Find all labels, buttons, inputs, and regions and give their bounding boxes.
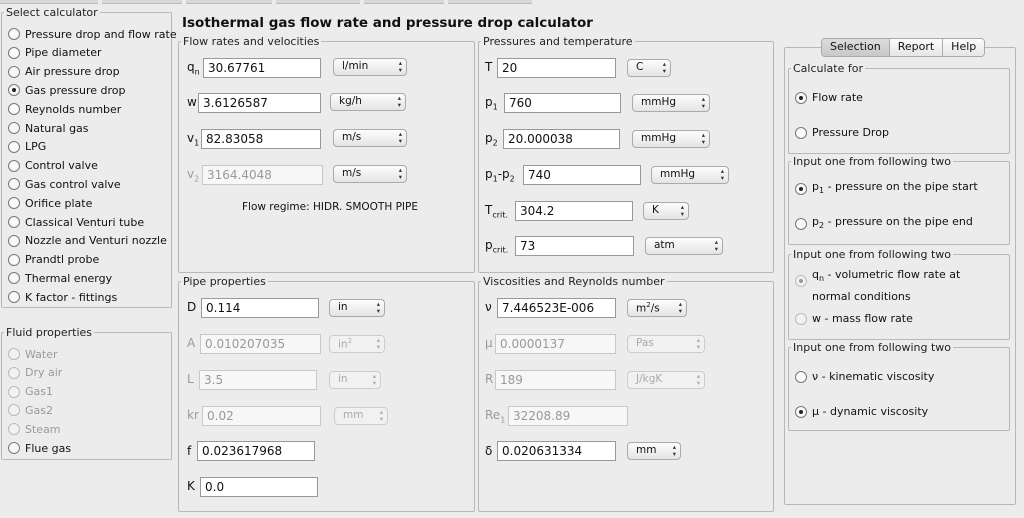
radio-icon bbox=[795, 127, 807, 139]
mu-unit-select: Pas ▴ ▾ bbox=[627, 335, 705, 353]
k-label: K bbox=[187, 479, 195, 493]
p2-label: $p_2$ bbox=[485, 131, 498, 148]
calculator-label: Prandtl probe bbox=[25, 253, 100, 267]
calculator-label: Pressure drop and flow rate bbox=[25, 27, 177, 41]
p2-unit-select[interactable]: mmHg ▴ ▾ bbox=[632, 130, 710, 148]
pcrit-unit-select[interactable]: atm ▴ ▾ bbox=[645, 237, 723, 255]
radio-icon bbox=[795, 92, 807, 104]
p1-start-label: $p_1$ - pressure on the pipe start bbox=[812, 179, 978, 196]
calculator-item[interactable] bbox=[8, 63, 120, 81]
nu-unit-select[interactable]: $m^2/s$ ▴ ▾ bbox=[627, 299, 687, 317]
fluid-label: Flue gas bbox=[25, 441, 72, 455]
calculator-item[interactable] bbox=[8, 157, 98, 175]
viscosity-legend: Viscosities and Reynolds number bbox=[483, 275, 665, 288]
calculator-label: K factor - fittings bbox=[25, 290, 118, 304]
select-calculator-legend: Select calculator bbox=[6, 6, 98, 19]
nu-row bbox=[485, 297, 715, 319]
k-row bbox=[187, 476, 327, 498]
radio-icon bbox=[8, 84, 20, 96]
tcrit-unit-select[interactable]: K ▴ ▾ bbox=[643, 202, 689, 220]
fluid-item bbox=[8, 401, 53, 419]
calculator-label: Natural gas bbox=[25, 121, 89, 135]
calculator-label: Gas control valve bbox=[25, 177, 121, 191]
t-input[interactable]: 20 bbox=[497, 58, 616, 78]
flow-rates-legend: Flow rates and velocities bbox=[183, 35, 320, 48]
v1-row bbox=[187, 128, 417, 150]
f-label: f bbox=[187, 444, 192, 458]
radio-icon bbox=[8, 47, 20, 59]
pcrit-input[interactable]: 73 bbox=[515, 236, 634, 256]
calc-for-pressure-drop-radio[interactable] bbox=[795, 124, 889, 142]
p2-input[interactable]: 20.000038 bbox=[503, 129, 620, 149]
qn-unit-select[interactable]: l/min ▴ ▾ bbox=[333, 58, 407, 76]
qn-label: $q_n$ bbox=[187, 60, 200, 77]
f-row bbox=[187, 441, 327, 463]
radio-icon bbox=[8, 442, 20, 454]
v2-row bbox=[187, 164, 417, 186]
v1-unit-select[interactable]: m/s ▴ ▾ bbox=[333, 129, 407, 147]
radio-icon bbox=[8, 122, 20, 134]
kr-unit-select: mm ▴ ▾ bbox=[334, 407, 388, 425]
l-unit-select: in ▴ ▾ bbox=[329, 371, 381, 389]
t-row bbox=[485, 57, 685, 79]
radio-icon bbox=[8, 178, 20, 190]
a-row bbox=[187, 333, 397, 355]
tab-help[interactable]: Help bbox=[943, 39, 984, 56]
calculator-item[interactable] bbox=[8, 100, 121, 118]
p1-label: $p_1$ bbox=[485, 95, 498, 112]
calculator-label: Gas pressure drop bbox=[25, 83, 126, 97]
p2-end-label: $p_2$ - pressure on the pipe end bbox=[812, 214, 973, 231]
calculator-label: Control valve bbox=[25, 159, 98, 173]
fluid-item bbox=[8, 345, 58, 363]
dp-row bbox=[485, 164, 735, 186]
qn-volumetric-radio[interactable] bbox=[795, 266, 1002, 302]
calculator-item[interactable] bbox=[8, 213, 144, 231]
a-input: 0.010207035 bbox=[200, 334, 321, 354]
radio-icon bbox=[8, 141, 20, 153]
tcrit-input[interactable]: 304.2 bbox=[515, 201, 633, 221]
viscosity-input-legend: Input one from following two bbox=[793, 341, 952, 354]
f-input[interactable]: 0.023617968 bbox=[197, 441, 315, 461]
t-label: T bbox=[485, 60, 493, 74]
a-unit-select: $in^2$ ▴ ▾ bbox=[329, 335, 385, 353]
calculator-label: Nozzle and Venturi nozzle bbox=[25, 234, 167, 248]
w-unit-select[interactable]: kg/h ▴ ▾ bbox=[330, 93, 406, 111]
r-row bbox=[485, 369, 715, 391]
radio-icon bbox=[8, 272, 20, 284]
v1-label: $v_1$ bbox=[187, 131, 200, 148]
d-row bbox=[187, 297, 397, 319]
dp-unit-select[interactable]: mmHg ▴ ▾ bbox=[651, 166, 729, 184]
radio-icon bbox=[8, 66, 20, 78]
kr-input: 0.02 bbox=[202, 406, 321, 426]
calculator-item[interactable] bbox=[8, 251, 99, 269]
radio-icon bbox=[8, 386, 20, 398]
dp-input[interactable]: 740 bbox=[523, 165, 641, 185]
p2-end-radio[interactable] bbox=[795, 215, 973, 233]
l-label: L bbox=[187, 372, 194, 386]
qn-volumetric-label: $q_n$ - volumetric flow rate at normal conditions bbox=[812, 268, 961, 304]
fluid-item bbox=[8, 364, 62, 382]
radio-icon bbox=[8, 216, 20, 228]
dp-label: $p_1-p_2$ bbox=[485, 167, 515, 184]
radio-icon bbox=[795, 371, 807, 383]
delta-row bbox=[485, 441, 715, 463]
flow-regime-text: Flow regime: HIDR. SMOOTH PIPE bbox=[242, 201, 418, 213]
flow-input-legend: Input one from following two bbox=[793, 248, 952, 261]
calculate-for-legend: Calculate for bbox=[793, 62, 863, 75]
fluid-item bbox=[8, 383, 53, 401]
radio-icon bbox=[8, 367, 20, 379]
v2-input: 3164.4048 bbox=[202, 165, 323, 185]
calculator-label: Thermal energy bbox=[25, 271, 113, 285]
mu-input: 0.0000137 bbox=[495, 334, 616, 354]
calc-for-flow-rate-label: Flow rate bbox=[812, 91, 863, 104]
calculator-item[interactable] bbox=[8, 232, 167, 250]
delta-unit-select[interactable]: mm ▴ ▾ bbox=[627, 442, 681, 460]
kr-label: kr bbox=[187, 408, 199, 422]
radio-icon bbox=[8, 291, 20, 303]
delta-label: δ bbox=[485, 444, 493, 458]
p1-unit-select[interactable]: mmHg ▴ ▾ bbox=[632, 94, 710, 112]
fluid-label: Water bbox=[25, 347, 58, 361]
pcrit-row bbox=[485, 235, 725, 257]
radio-icon bbox=[795, 275, 807, 287]
kinematic-viscosity-label: ν - kinematic viscosity bbox=[812, 370, 935, 383]
d-input[interactable]: 0.114 bbox=[201, 298, 319, 318]
radio-icon bbox=[795, 218, 807, 230]
nu-label: ν bbox=[485, 300, 492, 314]
l-row bbox=[187, 369, 397, 391]
tab-selection[interactable]: Selection bbox=[822, 39, 890, 56]
fluid-properties-legend: Fluid properties bbox=[6, 326, 93, 339]
mu-label: μ bbox=[485, 336, 493, 350]
k-input[interactable]: 0.0 bbox=[200, 477, 318, 497]
radio-icon bbox=[8, 160, 20, 172]
calculator-item[interactable] bbox=[8, 269, 112, 287]
l-input: 3.5 bbox=[199, 370, 317, 390]
calculator-label: Reynolds number bbox=[25, 102, 122, 116]
qn-input[interactable]: 30.67761 bbox=[203, 58, 321, 78]
r-unit-select: J/kgK ▴ ▾ bbox=[627, 371, 705, 389]
a-label: A bbox=[187, 336, 196, 350]
calculator-item[interactable] bbox=[8, 119, 89, 137]
radio-icon bbox=[8, 404, 20, 416]
r-input: 189 bbox=[495, 370, 616, 390]
tcrit-row bbox=[485, 200, 705, 222]
w-label: w bbox=[187, 95, 197, 109]
v1-input[interactable]: 82.83058 bbox=[201, 129, 321, 149]
mu-row bbox=[485, 333, 715, 355]
w-input[interactable]: 3.6126587 bbox=[198, 93, 321, 113]
p1-row bbox=[485, 92, 725, 114]
re1-label: $Re_1$ bbox=[485, 408, 506, 425]
p1-start-radio[interactable] bbox=[795, 180, 978, 198]
calculator-item[interactable] bbox=[8, 288, 117, 306]
p1-input[interactable]: 760 bbox=[504, 93, 621, 113]
right-tabs bbox=[821, 38, 985, 57]
p2-row bbox=[485, 128, 725, 150]
calculator-item[interactable] bbox=[8, 194, 92, 212]
calculator-item[interactable] bbox=[8, 44, 102, 62]
radio-icon bbox=[8, 103, 20, 115]
radio-icon bbox=[8, 423, 20, 435]
v2-label: $v_2$ bbox=[187, 167, 200, 184]
radio-icon bbox=[795, 183, 807, 195]
qn-row bbox=[187, 57, 417, 79]
v2-unit-select[interactable]: m/s ▴ ▾ bbox=[333, 165, 407, 183]
fluid-label: Gas2 bbox=[25, 403, 53, 417]
fluid-item[interactable] bbox=[8, 439, 71, 457]
nu-input[interactable]: 7.446523E-006 bbox=[497, 298, 616, 318]
re1-input: 32208.89 bbox=[508, 406, 628, 426]
radio-icon bbox=[795, 406, 807, 418]
w-row bbox=[187, 92, 417, 114]
re1-row bbox=[485, 405, 645, 427]
pipe-properties-legend: Pipe properties bbox=[183, 275, 266, 288]
radio-icon bbox=[8, 28, 20, 40]
calculator-item[interactable] bbox=[8, 175, 121, 193]
calculator-item[interactable] bbox=[8, 25, 177, 43]
calculator-label: Orifice plate bbox=[25, 196, 93, 210]
kinematic-viscosity-radio[interactable] bbox=[795, 368, 934, 386]
radio-icon bbox=[795, 313, 807, 325]
tcrit-label: $T_{crit.}$ bbox=[485, 203, 508, 220]
d-label: D bbox=[187, 300, 197, 314]
radio-icon bbox=[8, 348, 20, 360]
calc-for-pressure-drop-label: Pressure Drop bbox=[812, 126, 889, 139]
pressures-legend: Pressures and temperature bbox=[483, 35, 633, 48]
t-unit-select[interactable]: C ▴ ▾ bbox=[627, 59, 671, 77]
fluid-item bbox=[8, 420, 61, 438]
delta-input[interactable]: 0.020631334 bbox=[497, 441, 616, 461]
dynamic-viscosity-radio[interactable] bbox=[795, 403, 928, 421]
radio-icon bbox=[8, 254, 20, 266]
calculator-item[interactable] bbox=[8, 138, 46, 156]
radio-icon bbox=[8, 197, 20, 209]
w-mass-radio[interactable] bbox=[795, 310, 913, 328]
calculator-label: Classical Venturi tube bbox=[25, 215, 145, 229]
calc-for-flow-rate-radio[interactable] bbox=[795, 89, 863, 107]
tab-report[interactable]: Report bbox=[890, 39, 943, 56]
fluid-label: Dry air bbox=[25, 366, 63, 380]
dynamic-viscosity-label: μ - dynamic viscosity bbox=[812, 405, 929, 418]
pcrit-label: $p_{crit.}$ bbox=[485, 238, 509, 255]
radio-icon bbox=[8, 235, 20, 247]
w-mass-label: w - mass flow rate bbox=[812, 312, 913, 325]
calculator-label: LPG bbox=[25, 140, 47, 154]
calculator-item[interactable] bbox=[8, 81, 125, 99]
calculator-label: Pipe diameter bbox=[25, 46, 102, 60]
kr-row bbox=[187, 405, 397, 427]
pressure-input-legend: Input one from following two bbox=[793, 155, 952, 168]
calculator-label: Air pressure drop bbox=[25, 65, 120, 79]
r-label: R bbox=[485, 372, 494, 386]
page-title: Isothermal gas flow rate and pressure drop calculator bbox=[182, 15, 593, 31]
fluid-label: Gas1 bbox=[25, 385, 53, 399]
fluid-label: Steam bbox=[25, 422, 61, 436]
d-unit-select[interactable]: in ▴ ▾ bbox=[329, 299, 385, 317]
